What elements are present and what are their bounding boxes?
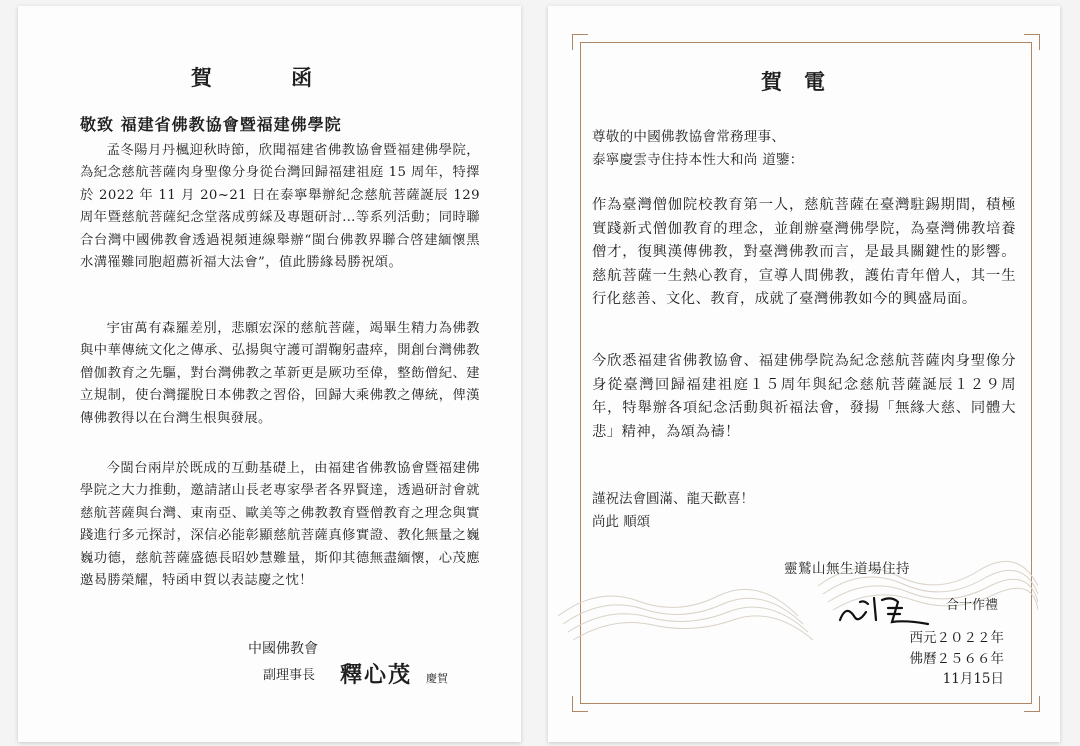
letter-closing: [592, 488, 754, 534]
letter-paragraph: 今閩台兩岸於既成的互動基礎上，由福建省佛教協會暨福建佛學院之大力推動，邀請諸山長老專家學者各界賢達，透過研討會就慈航菩薩與台灣、東南亞、歐美等之佛教教育暨僧教育之理念與實踐進行多元探討，深信必能彰顯慈航菩薩真修實證、教化無量之巍巍功德，慈航菩薩盛德長昭妙慧難量，斯仰其德無盡緬懷，心茂應邀曷勝榮耀，特函申賀以表誌慶之忱！: [80, 461, 480, 589]
letter-paragraph: 孟冬陽月丹楓迎秋時節，欣聞福建省佛教協會暨福建佛學院，為紀念慈航菩薩肉身聖像分身從台灣回歸福建祖庭 15 周年，特擇於 2022 年 11 月 20~21 日在泰寧舉辦紀念慈航菩薩誕辰 129 周年暨慈航菩薩紀念堂落成剪綵及專題研討…等系列活動；同時聯合台灣中國佛教會透過視頻連線舉辦“閩台佛教界聯合啓建緬懷黑水溝罹難同胞超薦祈福大法會”，值此勝緣曷勝祝頌。: [80, 143, 480, 271]
letter-paragraph: 宇宙萬有森羅差別，悲願宏深的慈航菩薩，竭畢生精力為佛教與中華傳統文化之傳承、弘揚與守護可謂鞠躬盡瘁，開創台灣佛教僧伽教育之先驅，對台灣佛教之革新更是厥功至偉，整飭僧紀、建立規制，使台灣擺脫日本佛教之習俗，回歸大乘佛教之傳統，俾漢傳佛教得以在台灣生根與發展。: [80, 321, 480, 426]
frame-corner-ornament: [1024, 34, 1040, 50]
letter-addressee: [592, 126, 804, 172]
congratulatory-letter-left: [18, 6, 521, 742]
letter-addressee: 敬致 福建省佛教協會暨福建佛學院: [80, 115, 342, 134]
letter-paragraph: 今欣悉福建省佛教協會、福建佛學院為紀念慈航菩薩肉身聖像分身從臺灣回歸福建祖庭１５周年與紀念慈航菩薩誕辰１２９周年，特舉辦各項紀念活動與祈福法會，發揚「無緣大慈、同體大悲」精神，為頌為禱！: [592, 353, 1016, 440]
date-line: 西元２０２２年: [909, 630, 1004, 646]
closing-line: 謹祝法會圓滿、龍天歡喜！: [592, 491, 754, 507]
addressee-line: 尊敬的中國佛教協會常務理事、: [592, 129, 786, 145]
closing-line: 尚此 順頌: [592, 514, 651, 530]
signature-role: 副理事長: [263, 668, 316, 683]
letter-paragraph: 作為臺灣僧伽院校教育第一人，慈航菩薩在臺灣駐錫期間，積極實踐新式僧伽教育的理念，並創辦臺灣佛學院，為臺灣佛教培養僧才，復興漢傳佛教，對臺灣佛教而言，是最具關鍵性的影響。慈航菩薩一生熱心教育，宣導人間佛教，護佑青年僧人，其一生行化慈善、文化、教育，成就了臺灣佛教如今的興盛局面。: [592, 197, 1016, 307]
signature-closing: 慶賀: [426, 672, 448, 685]
letter-date: [894, 628, 1004, 690]
signature-organization: 中國佛教會: [248, 641, 318, 657]
date-line: 11月15日: [942, 671, 1004, 687]
letter-title: 賀電: [761, 69, 847, 94]
congratulatory-telegram-right: [548, 6, 1060, 742]
frame-corner-ornament: [572, 34, 588, 50]
addressee-line: 泰寧慶雲寺住持本性大和尚 道鑒：: [592, 152, 804, 168]
letter-title: 賀 函: [190, 65, 349, 90]
signature-closing: 合十作禮: [946, 598, 999, 613]
frame-corner-ornament: [1024, 696, 1040, 712]
signature-name: 釋心茂: [340, 662, 413, 688]
date-line: 佛曆２５６６年: [909, 650, 1004, 667]
signature-organization: 靈鷲山無生道場住持: [784, 561, 910, 577]
frame-corner-ornament: [572, 696, 588, 712]
